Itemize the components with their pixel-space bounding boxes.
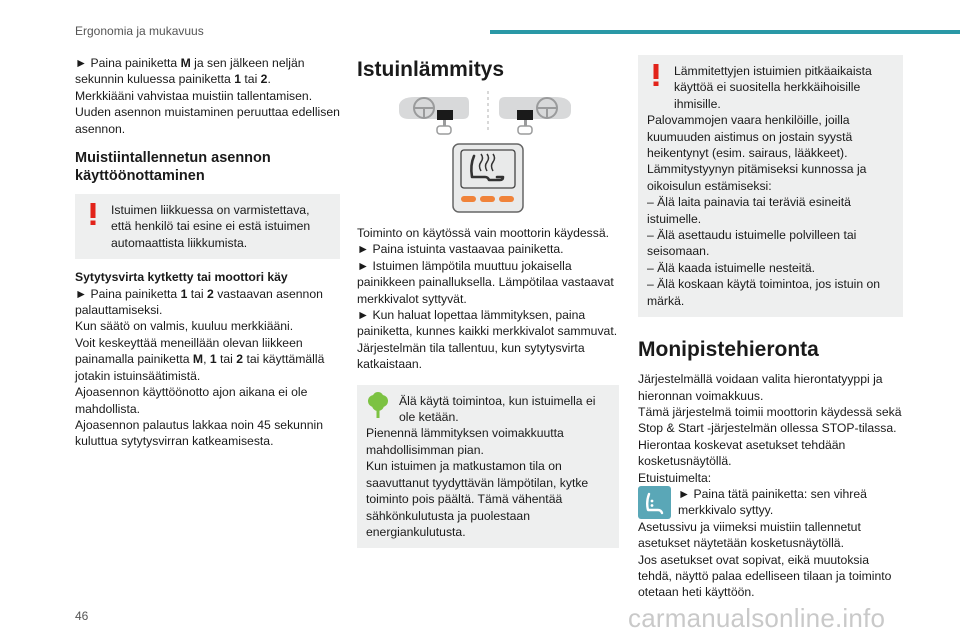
massage-seat-icon	[638, 486, 671, 519]
eco-note-line-3: Kun istuimen ja matkustamon tila on saavuttanut tyydyttävän lämpötilan, kytke toiminto pois päältä. Tämä vähentää sähkönkulutusta ja puolestaan energiankulutusta.	[366, 459, 589, 539]
section-title: Ergonomia ja mukavuus	[75, 24, 204, 38]
watermark: carmanualsonline.info	[628, 603, 886, 633]
burn-warning-line-1: Lämmitettyjen istuimien pitkäaikaista käyttöä ei suositella herkkäihoisille ihmisille.	[674, 64, 872, 111]
override-text: Uuden asennon muistaminen peruuttaa edellisen asennon.	[75, 105, 340, 136]
page-number: 46	[75, 609, 89, 623]
warning-icon	[649, 63, 663, 87]
heat-level-indicator	[499, 196, 514, 202]
warning-box	[75, 194, 340, 259]
seat-heating-button-illustration	[357, 143, 619, 215]
press-instruction: ► Paina painiketta 1 tai 2 vastaavan asennon palauttamiseksi.	[75, 286, 323, 318]
section-heading-seat-heating: Istuinlämmitys	[357, 58, 505, 81]
driving-position-text: Ajoasennon käyttöönotto ajon aikana ei ole mahdollista.	[75, 385, 308, 416]
eco-tree-icon	[366, 392, 390, 418]
burn-warning-line-4: – Älä laita painavia tai teräviä esineitä istuimelle.	[647, 195, 851, 226]
eco-note-line-2: Pienennä lämmityksen voimakkuutta mahdollisimman pian.	[366, 426, 564, 457]
burn-warning-line-3: Lämmitystyynyn pitämiseksi kunnossa ja oikoisulun estämiseksi:	[647, 162, 867, 193]
dashboard-icon	[357, 91, 619, 137]
massage-front-seat: Etuistuimelta:	[638, 470, 712, 485]
eco-note-box	[357, 385, 619, 549]
beep-text: Kun säätö on valmis, kuuluu merkkiääni.	[75, 319, 294, 334]
header-rule	[490, 30, 960, 34]
massage-control-text: ► Paina tätä painiketta: sen vihreä merkkivalo syttyy.	[678, 486, 867, 518]
massage-intro: Järjestelmällä voidaan valita hierontatyyppi ja hieronnan voimakkuus.	[638, 372, 883, 403]
seat-heating-icon	[357, 143, 619, 215]
column-3	[638, 55, 903, 601]
massage-touchscreen: Hierontaa koskevat asetukset tehdään kosketusnäytöllä.	[638, 437, 846, 469]
heat-level-indicator	[480, 196, 495, 202]
heating-engine-text: Toiminto on käytössä vain moottorin käydessä.	[357, 226, 609, 240]
heating-step-1: ► Paina istuinta vastaavaa painiketta.	[357, 242, 564, 257]
ignition-heading: Sytytysvirta kytketty tai moottori käy	[75, 270, 288, 285]
column-2	[357, 55, 619, 548]
column-1	[75, 55, 340, 450]
massage-stop-start: Tämä järjestelmä toimii moottorin käydessä sekä Stop & Start -järjestelmän ollessa STOP-tilassa.	[638, 404, 902, 436]
intro-paragraph: ► Paina painiketta M ja sen jälkeen neljän sekunnin kuluessa painiketta 1 tai 2.	[75, 56, 305, 87]
heating-memory-text: Järjestelmän tila tallentuu, kun sytytysvirta katkaistaan.	[357, 340, 585, 372]
burn-warning-line-5: – Älä asettaudu istuimelle polvilleen tai seisomaan.	[647, 228, 857, 259]
eco-note-line-1: Älä käytä toimintoa, kun istuimella ei ole ketään.	[399, 393, 596, 425]
section-heading-massage: Monipistehieronta	[638, 338, 819, 362]
burn-warning-box	[638, 55, 903, 317]
massage-settings-page: Asetussivu ja viimeksi muistiin tallennetut asetukset näytetään kosketusnäytöllä.	[638, 519, 861, 551]
section-heading-memory: Muistiintallennetun asennon käyttöönottaminen	[75, 150, 271, 185]
burn-warning-line-2: Palovammojen vaara henkilöille, joilla kuumuuden aistimus on jostain syystä heikentynyt (esim. sairaus, lääkkeet).	[647, 113, 853, 161]
interrupt-continued: painamalla painiketta M, 1 tai 2 tai käyttämällä jotakin istuinsäätimistä.	[75, 352, 325, 383]
heating-step-3: ► Kun haluat lopettaa lämmityksen, paina painiketta, kunnes kaikki merkkivalot sammuvat.	[357, 308, 618, 339]
seat-location-illustration	[357, 91, 619, 137]
warning-text: Istuimen liikkuessa on varmistettava, että henkilö tai esine ei estä istuimen automaattista liikkumista.	[111, 203, 311, 250]
warning-icon	[86, 202, 100, 226]
massage-control-row	[638, 486, 903, 519]
massage-timeout: Jos asetukset ovat sopivat, eikä muutoksia tehdä, näyttö palaa edelliseen tilaan ja toiminto otetaan heti käyttöön.	[638, 552, 892, 600]
heating-step-2: ► Istuimen lämpötila muuttuu jokaisella painikkeen painalluksella. Lämpötilaa vastaavat merkkivalot syttyvät.	[357, 258, 614, 306]
confirm-text: Merkkiääni vahvistaa muistiin tallentamisen.	[75, 88, 313, 103]
burn-warning-line-7: – Älä koskaan käytä toimintoa, jos istuin on märkä.	[647, 277, 881, 308]
interrupt-text: Voit keskeyttää meneillään olevan liikkeen	[75, 335, 303, 350]
timeout-text: Ajoasennon palautus lakkaa noin 45 sekunnin kuluttua sytytysvirran katkeamisesta.	[75, 417, 323, 449]
heat-level-indicator	[461, 196, 476, 202]
burn-warning-line-6: – Älä kaada istuimelle nesteitä.	[647, 260, 816, 275]
